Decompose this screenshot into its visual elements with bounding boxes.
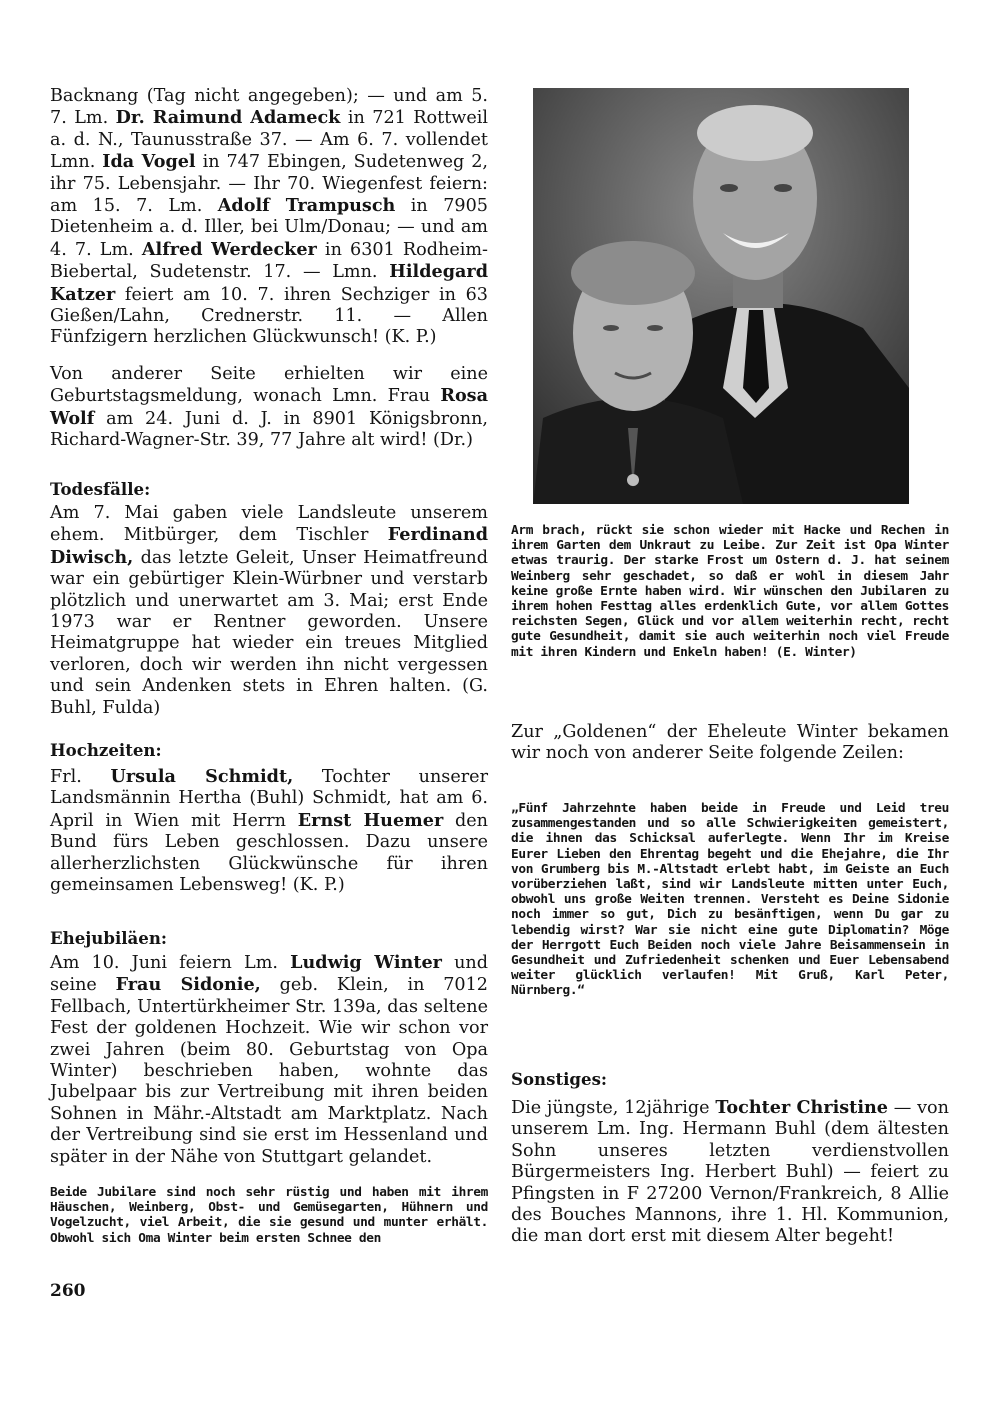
name-ursula-schmidt: Ursula Schmidt, bbox=[110, 766, 294, 787]
page-number: 260 bbox=[50, 1281, 86, 1301]
name-alfred-werdecker: Alfred Werdecker bbox=[141, 238, 317, 260]
name-ida-vogel: Ida Vogel bbox=[102, 151, 196, 173]
paragraph-hochzeiten: Frl. Ursula Schmidt, Tochter unserer Landsmännin Hertha (Buhl) Schmidt, hat am 6. April in Wien mit Herrn Ernst Huemer den Bund fürs Leben geschlossen. Dazu unsere allerherzlichsten Glückwünsche für ihren gemeinsamen Lebensweg! (K. P.) bbox=[50, 766, 489, 896]
name-raimund-adameck: Dr. Raimund Adameck bbox=[115, 107, 341, 129]
name-hildegard-katzer: Hildegard Katzer bbox=[50, 261, 488, 305]
name-ferdinand-diwisch: Ferdinand Diwisch, bbox=[50, 524, 488, 568]
paragraph-goldene: Zur „Goldenen“ der Eheleute Winter bekamen wir noch von anderer Seite folgende Zeilen: bbox=[511, 722, 949, 764]
paragraph-ehejubilaeen: Am 10. Juni feiern Lm. Ludwig Winter und seine Frau Sidonie, geb. Klein, in 7012 Fellbach, Untertürkheimer Str. 139a, das seltene Fest der goldenen Hochzeit. Wie wir schon vor zwei Jahren (beim 80. Geburtstag von Opa Winter) beschrieben haben, wohnte das Jubelpaar bis zur Vertreibung mit ihren beiden Sohnen in Mähr.-Altstadt am Marktplatz. Nach der Vertreibung sind sie erst im Hessenland und später in der Nähe von Stuttgart gelandet. bbox=[50, 952, 488, 1167]
heading-hochzeiten: Hochzeiten: bbox=[50, 740, 162, 760]
heading-sonstiges: Sonstiges: bbox=[511, 1069, 608, 1089]
photo-caption: Arm brach, rückt sie schon wieder mit Hacke und Rechen in ihrem Garten dem Unkraut zu Leibe. Zur Zeit ist Opa Winter etwas traurig. Der starke Frost um Ostern d. J. hat seinem Weinberg sehr geschadet, so daß er wohl in diesem Jahr keine große Ernte haben wird. Wir wünschen den Jubilaren zu ihrem hohen Festtag alles erdenklich Gute, vor allem Gottes reichsten Segen, Glück und vor allem weiterhin recht, recht gute Gesundheit, damit sie auch weiterhin noch viel Freude mit ihren Kindern und Enkeln haben! (E. Winter) bbox=[511, 523, 949, 660]
left-column bbox=[50, 86, 489, 1246]
name-frau-sidonie: Frau Sidonie, bbox=[115, 974, 261, 996]
paragraph-rosa-wolf: Von anderer Seite erhielten wir eine Geburtstagsmeldung, wonach Lmn. Frau Rosa Wolf am 24. Juni d. J. in 8901 Königsbronn, Richard-Wagner-Str. 39, 77 Jahre alt wird! (Dr.) bbox=[50, 364, 488, 451]
quote-karl-peter: „Fünf Jahrzehnte haben beide in Freude und Leid treu zusammengestanden und so alle Schwierigkeiten gemeistert, die ihnen das Schicksal auferlegte. Wenn Ihr im Kreise Eurer Lieben den Ehrentag begeht und die Ehejahre, die Ihr von Grumberg bis M.-Altstadt erlebt habt, im Geiste an Euch vorüberziehen laßt, sind wir Landsleute mitten unter Euch, obwohl uns große Weiten trennen. Versteht es Deine Sidonie noch immer so gut, Dich zu besänftigen, wenn Du gar zu lebendig wirst? War sie nicht eine gute Diplomatin? Möge der Herrgott Euch Beiden noch viele Jahre Beisammensein in Gesundheit und Zufriedenheit schenken und Euer Lebensabend weiter glücklich verlaufen! Mit Gruß, Karl Peter, Nürnberg.“ bbox=[511, 801, 949, 999]
name-rosa-wolf: Rosa Wolf bbox=[50, 385, 488, 429]
paragraph-jubilare-small: Beide Jubilare sind noch sehr rüstig und haben mit ihrem Häuschen, Weinberg, Obst- und Gemüsegarten, Hühnern und Vogelzucht, viel Arbeit, die sie gesund und munter erhält. Obwohl sich Oma Winter beim ersten Schnee den bbox=[50, 1185, 488, 1246]
right-column bbox=[511, 722, 949, 1247]
photo-image bbox=[533, 88, 909, 504]
photo-winter-couple bbox=[533, 88, 909, 504]
paragraph-sonstiges: Die jüngste, 12jährige Tochter Christine — von unserem Lm. Ing. Hermann Buhl (dem ältesten Sohn unseres letzten verdienstvollen Bürgermeisters Ing. Herbert Buhl) — feiert zu Pfingsten in F 27200 Vernon/Frankreich, 8 Allie des Bouches Mannons, ihre 1. Hl. Kommunion, die man dort erst mit diesem Alter begeht! bbox=[511, 1097, 949, 1247]
heading-todesfaelle: Todesfälle: bbox=[50, 479, 151, 499]
paragraph-birthdays: Backnang (Tag nicht angegeben); — und am 5. 7. Lm. Dr. Raimund Adameck in 721 Rottweil a. d. N., Taunusstraße 37. — Am 6. 7. vollendet Lmn. Ida Vogel in 747 Ebingen, Sudetenweg 2, ihr 75. Lebensjahr. — Ihr 70. Wiegenfest feiern: am 15. 7. Lm. Adolf Trampusch in 7905 Dietenheim a. d. Iller, bei Ulm/Donau; — und am 4. 7. Lm. Alfred Werdecker in 6301 Rodheim-Biebertal, Sudetenstr. 17. — Lmn. Hildegard Katzer feiert am 10. 7. ihren Sechziger in 63 Gießen/Lahn, Crednerstr. 11. — Allen Fünfzigern herzlichen Glückwunsch! (K. P.) bbox=[50, 86, 488, 348]
heading-ehejubilaeen: Ehejubiläen: bbox=[50, 928, 168, 948]
name-ernst-huemer: Ernst Huemer bbox=[297, 809, 444, 831]
name-adolf-trampusch: Adolf Trampusch bbox=[217, 195, 396, 217]
paragraph-todesfaelle: Am 7. Mai gaben viele Landsleute unserem ehem. Mitbürger, dem Tischler Ferdinand Diwisch, das letzte Geleit, Unser Heimatfreund war ein gebürtiger Klein-Würbner und verstarb plötzlich und unerwartet am 3. Mai; erst Ende 1973 war er Rentner geworden. Unsere Heimatgruppe hat wieder ein treues Mitglied verloren, doch wir werden ihn nicht vergessen und sein Andenken stets in Ehren halten. (G. Buhl, Fulda) bbox=[50, 503, 488, 718]
name-tochter-christine: Tochter Christine bbox=[715, 1097, 888, 1118]
name-ludwig-winter: Ludwig Winter bbox=[290, 952, 442, 973]
